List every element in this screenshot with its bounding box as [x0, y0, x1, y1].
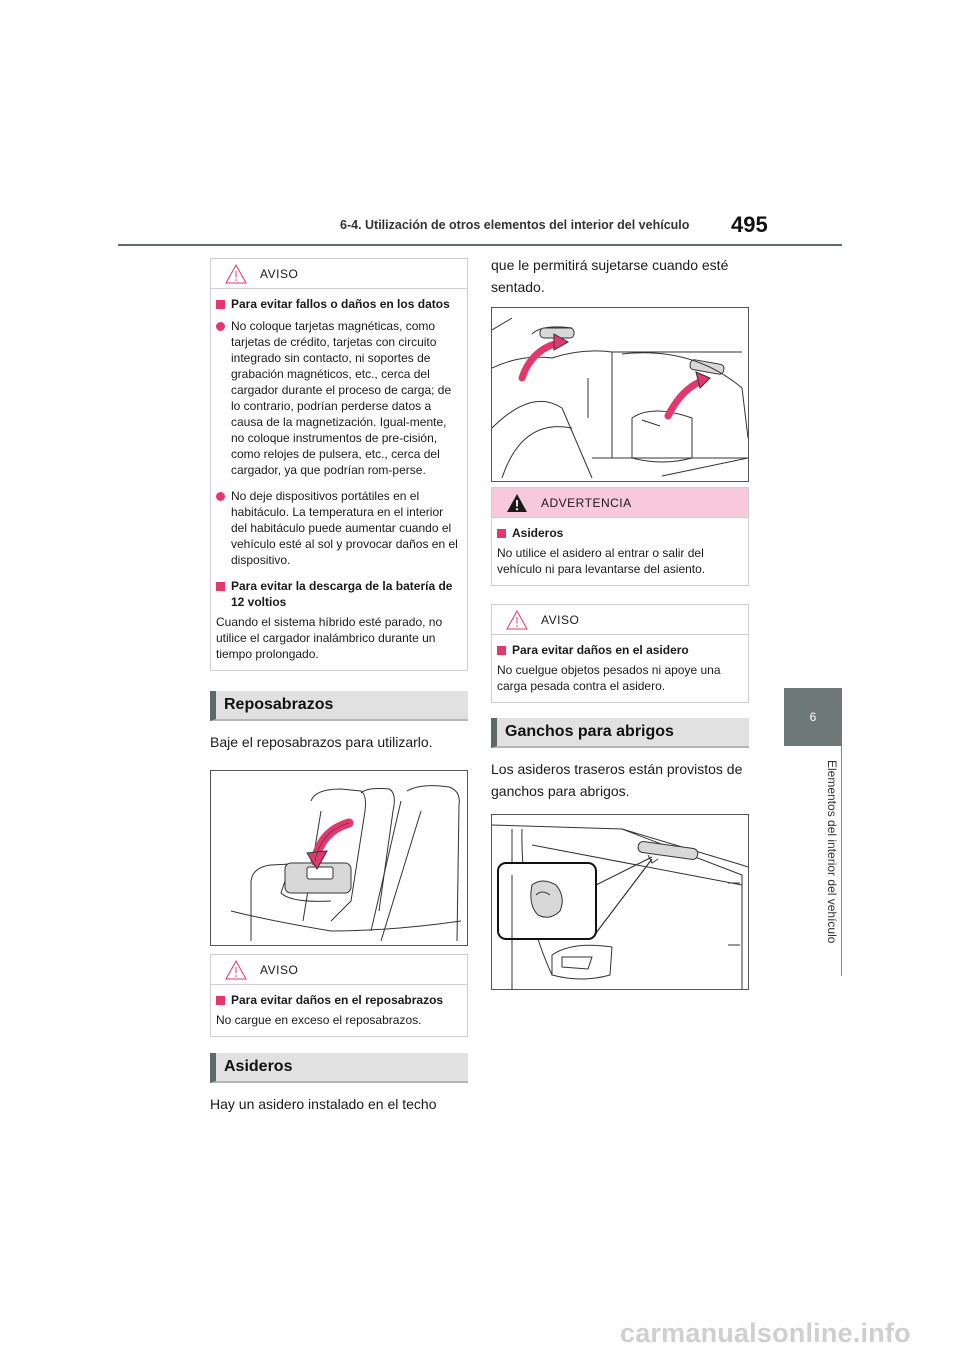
chapter-tab: [784, 688, 842, 746]
heading-reposabrazos: Reposabrazos: [210, 691, 468, 721]
section-title: 6-4. Utilización de otros elementos del interior del vehículo: [340, 218, 690, 232]
square-bullet-icon: [216, 582, 225, 591]
aviso-header: [492, 605, 748, 635]
coat-hook-illustration: [491, 814, 749, 990]
heading-ganchos: Ganchos para abrigos: [491, 718, 749, 748]
aviso-label: AVISO: [260, 963, 299, 977]
square-bullet-icon: [216, 996, 225, 1005]
aviso-label: AVISO: [541, 613, 580, 627]
header-rule: [118, 244, 842, 246]
aviso-text: No cargue en exceso el reposabrazos.: [216, 1013, 422, 1027]
right-column: [491, 254, 749, 990]
advertencia-header: [492, 488, 748, 518]
aviso-box-armrest: [210, 954, 468, 1037]
caution-triangle-icon: [225, 960, 247, 980]
left-column: [210, 258, 468, 1115]
round-bullet-icon: [216, 492, 225, 501]
aviso-bullet-text: No coloque tarjetas magnéticas, como tarjetas de crédito, tarjetas con circuito integrado sin contacto, ni soportes de grabación magnéticos, etc., cerca del cargador durante el proceso de carga; de lo contrario, podrían perderse datos a causa de la magnetización. Igual-mente, no coloque instrumentos de pre-cisión, como relojes de pulsera, etc., cerca del cargador, ya que podrían rom-perse.: [231, 319, 452, 477]
chapter-number: 6: [809, 710, 817, 724]
watermark-text: carmanualsonline.info: [620, 1318, 911, 1348]
advertencia-box: [491, 487, 749, 586]
ganchos-text: Los asideros traseros están provistos de ganchos para abrigos.: [491, 761, 743, 799]
asideros-text-start: Hay un asidero instalado en el techo: [210, 1096, 437, 1112]
page-number: 495: [731, 212, 768, 237]
heading-asideros: Asideros: [210, 1053, 468, 1083]
caution-triangle-icon: [225, 264, 247, 284]
aviso-label: AVISO: [260, 267, 299, 281]
chapter-title: Elementos del interior del vehículo: [825, 760, 839, 944]
asideros-text-cont: que le permitirá sujetarse cuando esté sentado.: [491, 257, 729, 295]
reposabrazos-text: Baje el reposabrazos para utilizarlo.: [210, 734, 433, 750]
aviso-box-data: [210, 258, 468, 671]
square-bullet-icon: [497, 646, 506, 655]
round-bullet-icon: [216, 322, 225, 331]
advertencia-text: No utilice el asidero al entrar o salir del vehículo ni para levantarse del asiento.: [497, 546, 706, 576]
aviso-subheading: Para evitar daños en el reposabrazos: [231, 993, 444, 1007]
aviso-header: [211, 955, 467, 985]
armrest-illustration: [210, 770, 468, 946]
aviso-header: [211, 259, 467, 289]
square-bullet-icon: [497, 529, 506, 538]
chapter-divider: [841, 746, 842, 976]
assist-grip-illustration: [491, 307, 749, 482]
aviso-text: No cuelgue objetos pesados ni apoye una carga pesada contra el asidero.: [497, 663, 721, 693]
advertencia-subheading: Asideros: [512, 526, 564, 540]
aviso-subheading: Para evitar la descarga de la batería de 12 voltios: [231, 579, 453, 609]
caution-triangle-icon: [506, 610, 528, 630]
aviso-bullet-text: No deje dispositivos portátiles en el habitáculo. La temperatura en el interior del habitáculo puede aumentar cuando el vehículo esté al sol y provocar daños en el dispositivo.: [231, 489, 458, 567]
aviso-subheading: Para evitar daños en el asidero: [512, 643, 689, 657]
warning-triangle-icon: [506, 493, 528, 513]
advertencia-label: ADVERTENCIA: [541, 496, 632, 510]
square-bullet-icon: [216, 300, 225, 309]
aviso-text: Cuando el sistema híbrido esté parado, no utilice el cargador inalámbrico durante un tiempo prolongado.: [216, 615, 443, 661]
aviso-subheading: Para evitar fallos o daños en los datos: [231, 297, 450, 311]
aviso-box-grip: [491, 604, 749, 703]
